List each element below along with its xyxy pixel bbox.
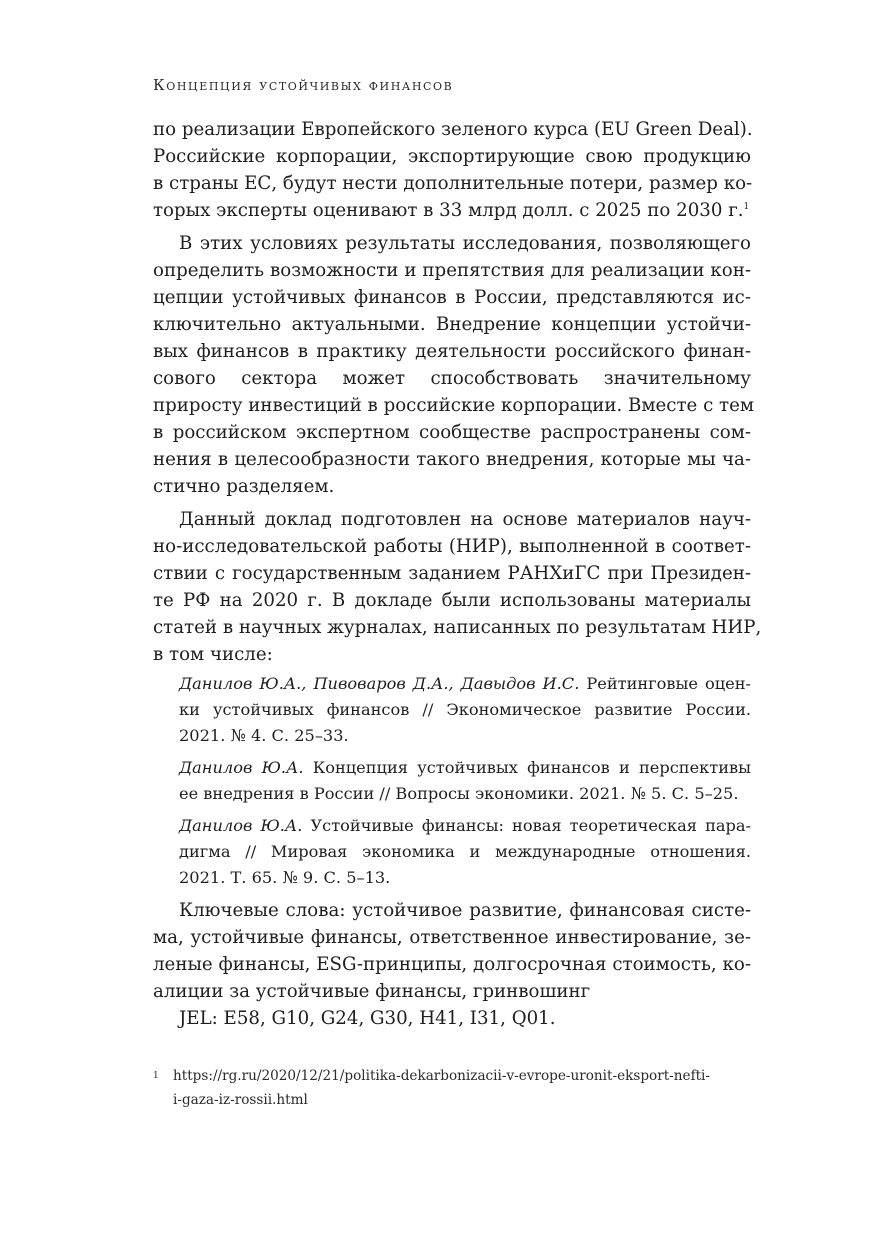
text-line: ки устойчивых финансов // Экономическое развитие России. [179,700,751,719]
text-line: 2021. № 4. С. 25–33. [179,726,349,745]
text-line: нения в целесообразности такого внедрения, которые мы ча- [153,449,751,470]
text-line: по реализации Европейского зеленого курса (EU Green Deal). [153,119,753,140]
paragraph-3 [153,506,762,668]
text-line: стично разделяем. [153,476,335,497]
footnote [153,1064,751,1112]
main-text [153,116,762,1032]
text-line: ее внедрения в России // Вопросы экономики. 2021. № 5. С. 5–25. [179,784,739,803]
reference-item [153,755,751,807]
jel-codes [153,1005,751,1032]
text-line: ключительно актуальными. Внедрение концепции устойчи- [153,314,751,335]
reference-authors: Данилов Ю.А. [179,816,303,835]
text-line: приросту инвестиций в российские корпорации. Вместе с тем [153,395,755,416]
text-line: леные финансы, ESG-принципы, долгосрочная стоимость, ко- [153,954,751,975]
text-line: в российском экспертном сообществе распространены сом- [153,422,751,443]
text-line: сового сектора может способствовать значительному [153,368,751,389]
text-line: В этих условиях результаты исследования, позволяющего [179,233,751,254]
running-head: Концепция устойчивых финансов [153,76,454,94]
text-line-content: торых эксперты оценивают в 33 млрд долл. с 2025 по 2030 г. [153,200,744,221]
text-line: JEL: E58, G10, G24, G30, H41, I31, Q01. [179,1008,556,1029]
footnote-mark: 1 [153,1071,159,1081]
paragraph-1 [153,116,751,224]
reference-title: Концепция устойчивых финансов и перспективы [303,758,752,777]
text-line: статей в научных журналах, написанных по результатам НИР, [153,617,762,638]
text-line: в том числе: [153,644,273,665]
text-line [153,197,751,224]
text-line: дигма // Мировая экономика и международные отношения. [179,842,751,861]
reference-authors: Данилов Ю.А., Пивоваров Д.А., Давыдов И.С. [179,674,580,693]
footnote-reference[interactable]: 1 [743,201,750,212]
reference-item [153,671,751,749]
paragraph-2 [153,230,755,500]
text-line: те РФ на 2020 г. В докладе были использованы материалы [153,590,751,611]
text-line [179,755,751,781]
keywords [153,897,751,1005]
text-line: алиции за устойчивые финансы, гринвошинг [153,981,591,1002]
text-line: Российские корпорации, экспортирующие свою продукцию [153,146,751,167]
reference-list [153,671,751,891]
text-line: цепции устойчивых финансов в России, представляются ис- [153,287,751,308]
reference-authors: Данилов Ю.А. [179,758,304,777]
footnote-link-continued[interactable]: i-gaza-iz-rossii.html [173,1092,308,1108]
text-line: но-исследовательской работы (НИР), выполненной в соответ- [153,536,751,557]
text-line: 2021. Т. 65. № 9. С. 5–13. [179,868,391,887]
text-line: вых финансов в практику деятельности российского финан- [153,341,751,362]
footnote-link[interactable]: https://rg.ru/2020/12/21/politika-dekarbonizacii-v-evrope-uronit-eksport-nefti- [173,1068,710,1084]
text-line: Ключевые слова: устойчивое развитие, финансовая систе- [179,900,751,921]
reference-title: Устойчивые финансы: новая теоретическая пара- [302,816,751,835]
text-line [179,813,751,839]
text-line: ма, устойчивые финансы, ответственное инвестирование, зе- [153,927,751,948]
text-line: в страны ЕС, будут нести дополнительные потери, размер ко- [153,173,753,194]
text-line [179,671,751,697]
text-line: определить возможности и препятствия для реализации кон- [153,260,751,281]
text-line: ствии с государственным заданием РАНХиГС при Президен- [153,563,751,584]
reference-title: Рейтинговые оцен- [579,674,751,693]
reference-item [153,813,751,891]
text-line: Данный доклад подготовлен на основе материалов науч- [179,509,751,530]
